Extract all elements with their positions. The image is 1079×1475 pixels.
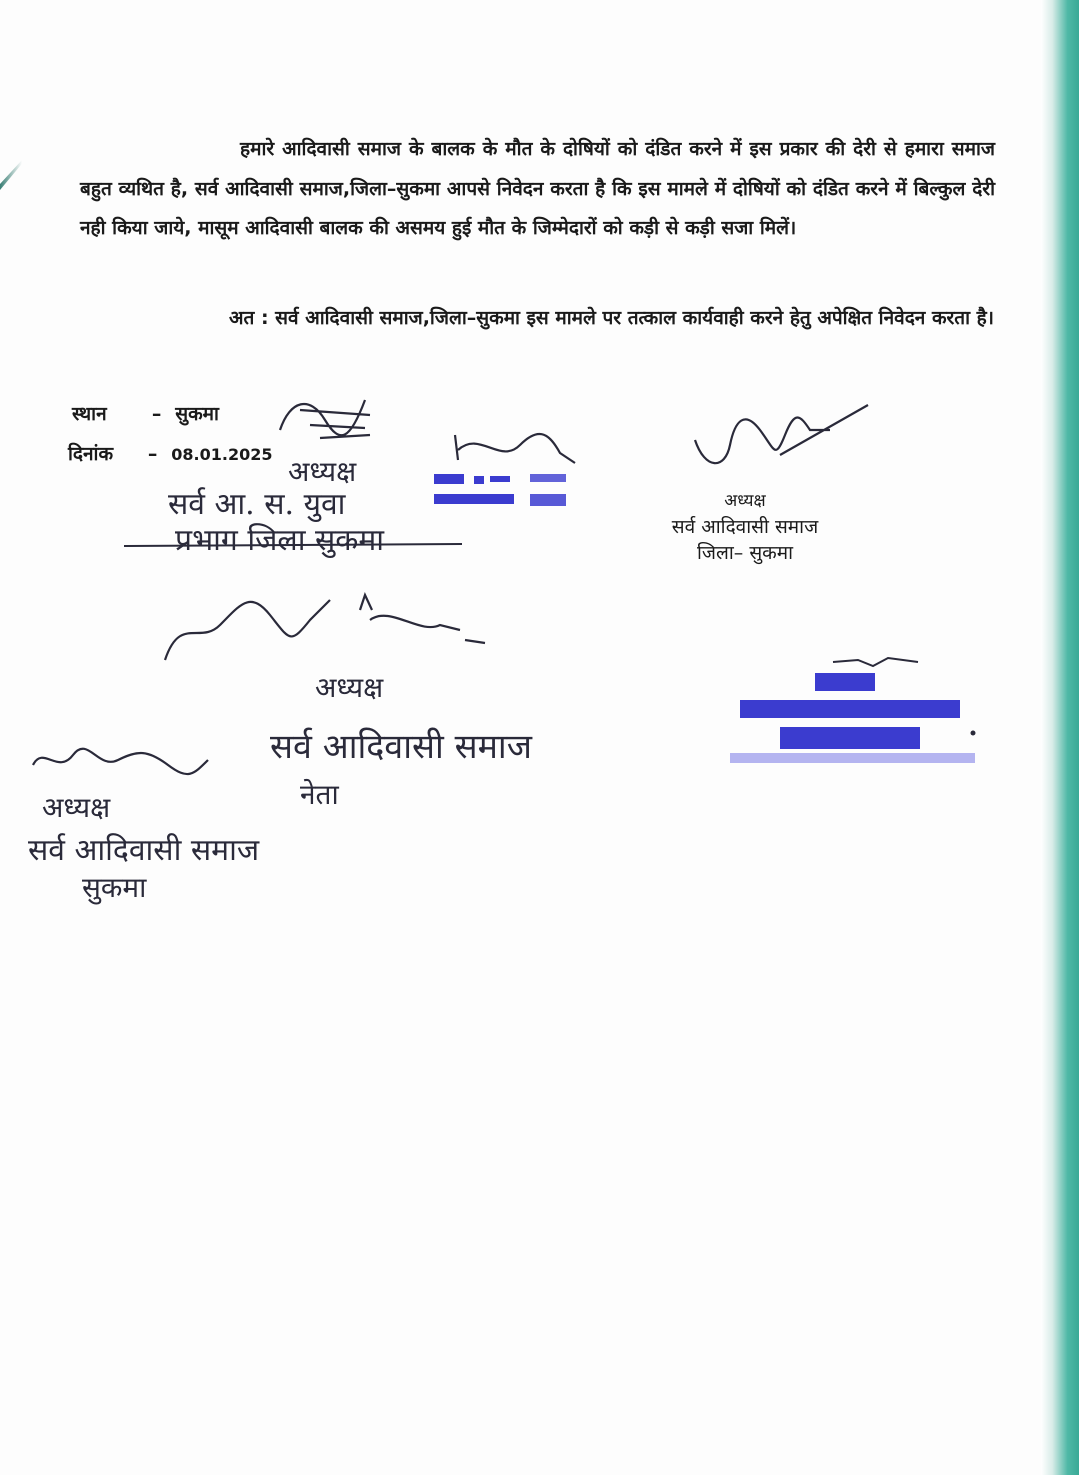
signature-4-scribble <box>160 585 490 675</box>
date-value: 08.01.2025 <box>171 445 273 464</box>
handwritten-sig1-org: सर्व आ. स. युवा <box>168 487 346 522</box>
handwritten-sig1-title: अध्यक्ष <box>288 455 357 488</box>
signature-1-scribble <box>270 390 380 450</box>
signature-3-scribble <box>690 400 870 480</box>
handwritten-sig3-title: अध्यक्ष <box>42 791 111 824</box>
handwritten-sig2-title: अध्यक्ष <box>315 671 384 704</box>
signature-5-scribble <box>28 740 213 780</box>
signatory-block <box>640 488 850 566</box>
handwritten-sig1-unit: प्रभाग जिला सुकमा <box>175 523 385 558</box>
stamp-seal-2 <box>725 665 980 770</box>
place-dash: – <box>151 403 162 425</box>
stamp-seal-1 <box>430 470 575 530</box>
signature-2-scribble <box>450 425 580 470</box>
date-dash: – <box>147 443 158 465</box>
scan-edge-right <box>1041 0 1079 1475</box>
handwritten-sig3-place: सुकमा <box>82 871 147 904</box>
place-value: सुकमा <box>175 403 219 425</box>
paragraph-1: हमारे आदिवासी समाज के बालक के मौत के दोषियों को दंडित करने में इस प्रकार की देरी से हमारा समाज बहुत व्यथित है, सर्व आदिवासी समाज,जिला–सुकमा आपसे निवेदन करता है कि इस मामले में दोषियों को दंडित करने में बिल्कुल देरी नही किया जाये, मासूम आदिवासी बालक की असमय हुई मौत के जिम्मेदारों को कड़ी से कड़ी सजा मिलें। <box>80 138 995 239</box>
signatory-org: सर्व आदिवासी समाज <box>671 516 819 538</box>
handwritten-sig3-org: सर्व आदिवासी समाज <box>28 833 260 868</box>
handwritten-underline <box>122 540 467 552</box>
scan-edge-left <box>0 160 22 220</box>
handwritten-sig2-role: नेता <box>300 778 339 811</box>
paragraph-2: अत : सर्व आदिवासी समाज,जिला–सुकमा इस मामले पर तत्काल कार्यवाही करने हेतु अपेक्षित निवेदन करता है। <box>229 307 994 329</box>
place-label: स्थान <box>72 403 107 425</box>
handwritten-sig2-org: सर्व आदिवासी समाज <box>270 727 532 767</box>
date-row <box>68 440 272 466</box>
signatory-district: जिला– सुकमा <box>696 542 794 564</box>
date-label: दिनांक <box>68 443 114 465</box>
signatory-title: अध्यक्ष <box>724 491 766 511</box>
place-row <box>72 400 219 426</box>
